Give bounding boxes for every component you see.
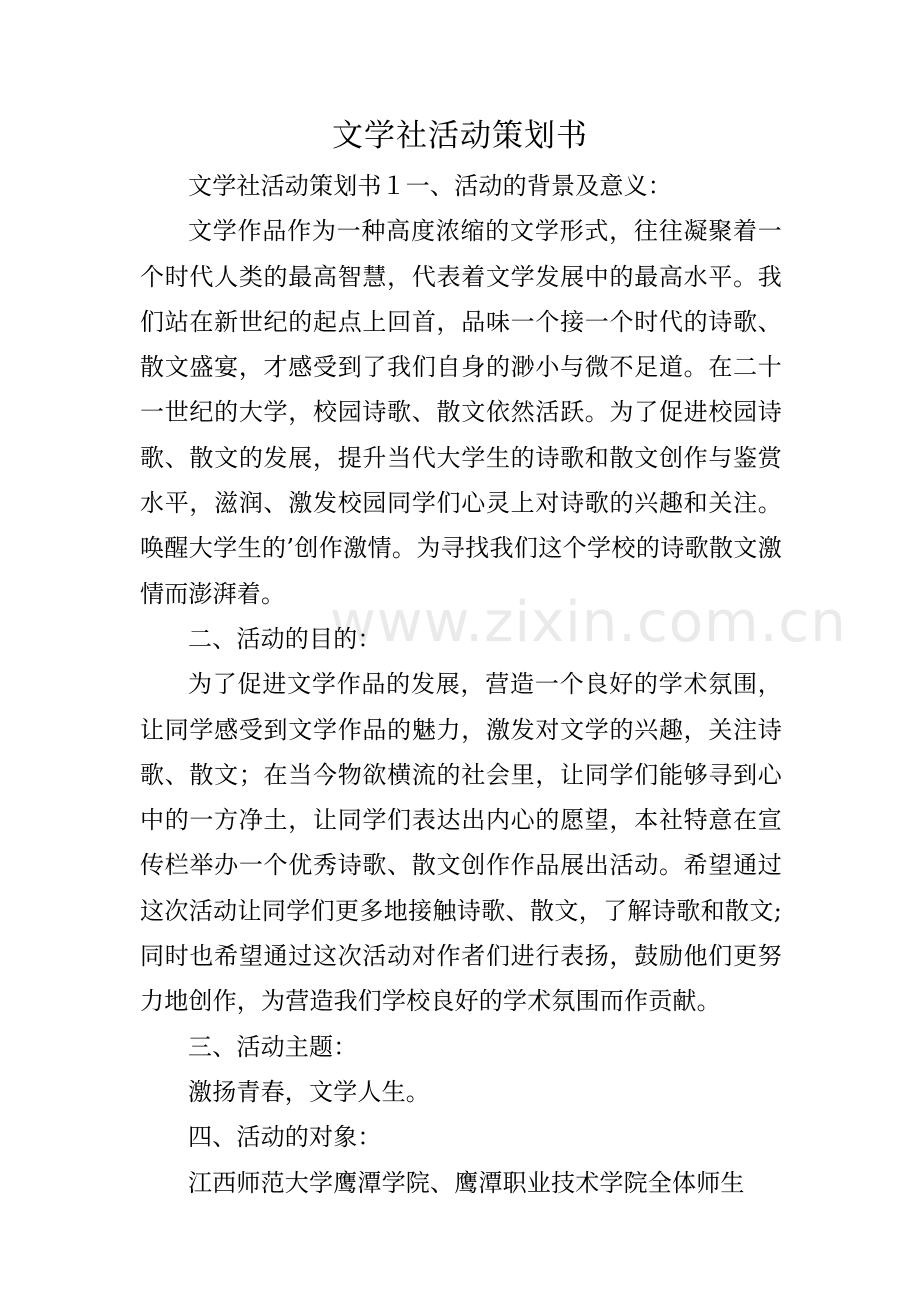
- paragraph-purpose-heading: 二、活动的目的：: [188, 624, 382, 653]
- document-title: 文学社活动策划书: [332, 118, 588, 154]
- paragraph-intro-heading: 文学社活动策划书１一、活动的背景及意义：: [188, 172, 672, 200]
- paragraph-purpose: 为了促进文学作品的发展，营造一个良好的学术氛围，让同学感受到文学作品的魅力，激发对文学的兴趣，关注诗歌、散文；在当今物欲横流的社会里，让同学们能够寻到心中的一方净土，让同学们表达出内心的愿望，本社特意在宣传栏举办一个优秀诗歌、散文创作作品展出活动。希望通过这次活动让同学们更多地接触诗歌、散文，了解诗歌和散文;同时也希望通过这次活动对作者们进行表扬，鼓励他们更努力地创作，为营造我们学校良好的学术氛围而作贡献。: [140, 670, 782, 1016]
- document-body: [140, 164, 782, 1206]
- paragraph-audience-heading: 四、活动的对象：: [188, 1123, 382, 1152]
- paragraph-background: 文学作品作为一种高度浓缩的文学形式，往往凝聚着一个时代人类的最高智慧，代表着文学发展中的最高水平。我们站在新世纪的起点上回首，品味一个接一个时代的诗歌、散文盛宴，才感受到了我们自身的渺小与微不足道。在二十一世纪的大学，校园诗歌、散文依然活跃。为了促进校园诗歌、散文的发展，提升当代大学生的诗歌和散文创作与鉴赏水平，滋润、激发校园同学们心灵上对诗歌的兴趣和关注。唤醒大学生的’创作激情。为寻找我们这个学校的诗歌散文激情而澎湃着。: [140, 217, 782, 608]
- paragraph-theme: 激扬青春，文学人生。: [188, 1077, 430, 1106]
- watermark-text: www.zixin.com.cn: [330, 590, 847, 655]
- paragraph-audience: 江西师范大学鹰潭学院、鹰潭职业技术学院全体师生: [188, 1168, 745, 1197]
- paragraph-theme-heading: 三、活动主题：: [188, 1032, 358, 1061]
